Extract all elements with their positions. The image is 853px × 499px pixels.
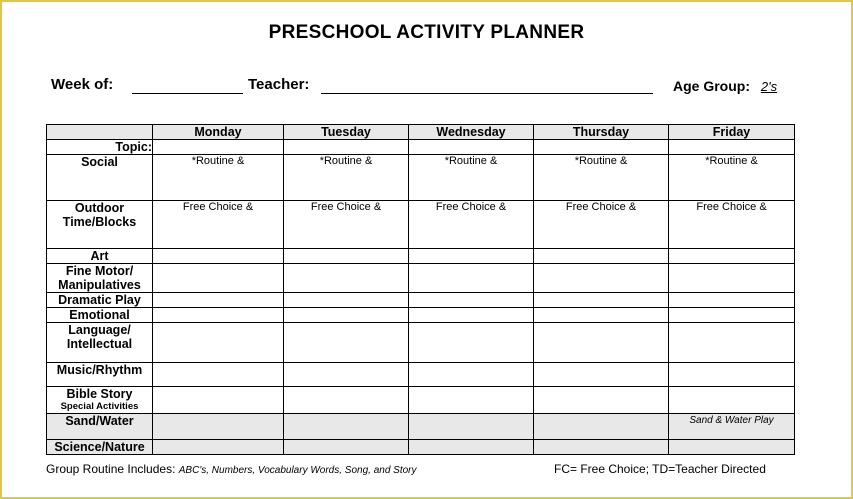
activity-planner-table — [46, 124, 795, 455]
table-cell[interactable] — [284, 140, 409, 155]
table-cell[interactable] — [284, 440, 409, 455]
legend-note: FC= Free Choice; TD=Teacher Directed — [554, 462, 766, 476]
table-cell[interactable]: Free Choice & — [534, 201, 669, 249]
row-label-language: Language/ Intellectual — [47, 323, 153, 363]
row-label-special-activities: Special Activities — [60, 401, 139, 412]
table-cell[interactable]: *Routine & — [409, 155, 534, 201]
table-cell[interactable] — [669, 440, 795, 455]
table-cell[interactable] — [409, 323, 534, 363]
group-routine-label: Group Routine Includes: — [46, 462, 176, 476]
table-cell[interactable]: *Routine & — [534, 155, 669, 201]
page-title: PRESCHOOL ACTIVITY PLANNER — [268, 22, 585, 43]
column-header-friday: Friday — [669, 125, 795, 140]
row-label-art: Art — [47, 249, 153, 264]
table-row-topic — [47, 140, 795, 155]
table-row-bible-story — [47, 387, 795, 414]
table-cell[interactable] — [153, 387, 284, 414]
table-cell[interactable] — [153, 414, 284, 440]
table-cell[interactable]: *Routine & — [669, 155, 795, 201]
table-cell[interactable] — [284, 323, 409, 363]
table-cell[interactable] — [534, 140, 669, 155]
table-row-fine-motor — [47, 264, 795, 293]
row-label-bible-story-main: Bible Story — [66, 387, 133, 401]
row-label-topic: Topic: — [47, 140, 153, 155]
table-cell[interactable] — [153, 249, 284, 264]
table-cell[interactable] — [409, 293, 534, 308]
table-cell[interactable] — [534, 414, 669, 440]
table-cell[interactable] — [153, 440, 284, 455]
row-label-sand-water: Sand/Water — [47, 414, 153, 440]
table-cell[interactable] — [284, 293, 409, 308]
column-header-tuesday: Tuesday — [284, 125, 409, 140]
group-routine-note — [46, 462, 417, 476]
group-routine-items: ABC's, Numbers, Vocabulary Words, Song, and Story — [178, 465, 417, 476]
table-cell[interactable] — [534, 264, 669, 293]
week-of-field[interactable] — [132, 93, 243, 94]
table-cell[interactable] — [284, 363, 409, 387]
table-row-language — [47, 323, 795, 363]
table-cell[interactable] — [534, 387, 669, 414]
table-cell[interactable] — [409, 414, 534, 440]
table-cell[interactable] — [669, 308, 795, 323]
table-row-emotional — [47, 308, 795, 323]
row-label-science: Science/Nature — [47, 440, 153, 455]
column-header-wednesday: Wednesday — [409, 125, 534, 140]
table-cell[interactable] — [409, 387, 534, 414]
row-label-fine-motor: Fine Motor/ Manipulatives — [47, 264, 153, 293]
row-label-outdoor: Outdoor Time/Blocks — [47, 201, 153, 249]
row-label-dramatic-play: Dramatic Play — [47, 293, 153, 308]
row-label-music: Music/Rhythm — [47, 363, 153, 387]
header-row — [47, 125, 795, 140]
week-of-label: Week of: — [51, 76, 114, 93]
table-cell[interactable] — [409, 363, 534, 387]
table-cell[interactable] — [669, 264, 795, 293]
teacher-field[interactable] — [321, 93, 653, 94]
table-cell[interactable] — [153, 308, 284, 323]
column-header-monday: Monday — [153, 125, 284, 140]
teacher-label: Teacher: — [248, 76, 310, 93]
table-cell[interactable] — [669, 363, 795, 387]
table-cell[interactable] — [409, 264, 534, 293]
age-group-value: 2's — [760, 79, 778, 94]
table-cell[interactable] — [409, 308, 534, 323]
table-cell[interactable]: *Routine & — [284, 155, 409, 201]
table-cell[interactable] — [284, 249, 409, 264]
table-cell[interactable] — [153, 323, 284, 363]
table-cell[interactable] — [153, 264, 284, 293]
table-cell[interactable] — [284, 308, 409, 323]
table-cell[interactable]: Free Choice & — [284, 201, 409, 249]
table-cell[interactable] — [534, 293, 669, 308]
table-cell[interactable] — [284, 264, 409, 293]
age-group-label: Age Group: — [673, 78, 750, 94]
table-cell[interactable]: Free Choice & — [669, 201, 795, 249]
table-cell[interactable] — [284, 387, 409, 414]
column-header-thursday: Thursday — [534, 125, 669, 140]
table-cell[interactable]: Free Choice & — [153, 201, 284, 249]
table-cell[interactable]: *Routine & — [153, 155, 284, 201]
table-cell[interactable] — [534, 308, 669, 323]
table-cell[interactable] — [409, 440, 534, 455]
table-row-outdoor — [47, 201, 795, 249]
table-cell[interactable] — [534, 363, 669, 387]
table-cell[interactable] — [669, 293, 795, 308]
table-cell[interactable] — [669, 387, 795, 414]
table-cell[interactable]: Free Choice & — [409, 201, 534, 249]
table-cell[interactable] — [153, 293, 284, 308]
table-cell[interactable] — [669, 249, 795, 264]
row-label-emotional: Emotional — [47, 308, 153, 323]
table-cell[interactable] — [153, 140, 284, 155]
table-cell[interactable] — [409, 140, 534, 155]
table-cell[interactable]: Sand & Water Play — [669, 414, 795, 440]
table-cell[interactable] — [669, 140, 795, 155]
table-row-music — [47, 363, 795, 387]
table-row-social — [47, 155, 795, 201]
table-row-science — [47, 440, 795, 455]
table-cell[interactable] — [534, 249, 669, 264]
table-cell[interactable] — [153, 363, 284, 387]
table-row-dramatic-play — [47, 293, 795, 308]
table-row-art — [47, 249, 795, 264]
row-label-social: Social — [47, 155, 153, 201]
table-cell[interactable] — [409, 249, 534, 264]
table-row-sand-water — [47, 414, 795, 440]
table-cell[interactable] — [534, 323, 669, 363]
table-cell[interactable] — [669, 323, 795, 363]
table-cell[interactable] — [534, 440, 669, 455]
corner-cell — [47, 125, 153, 140]
table-cell[interactable] — [284, 414, 409, 440]
row-label-bible-story — [47, 387, 153, 414]
